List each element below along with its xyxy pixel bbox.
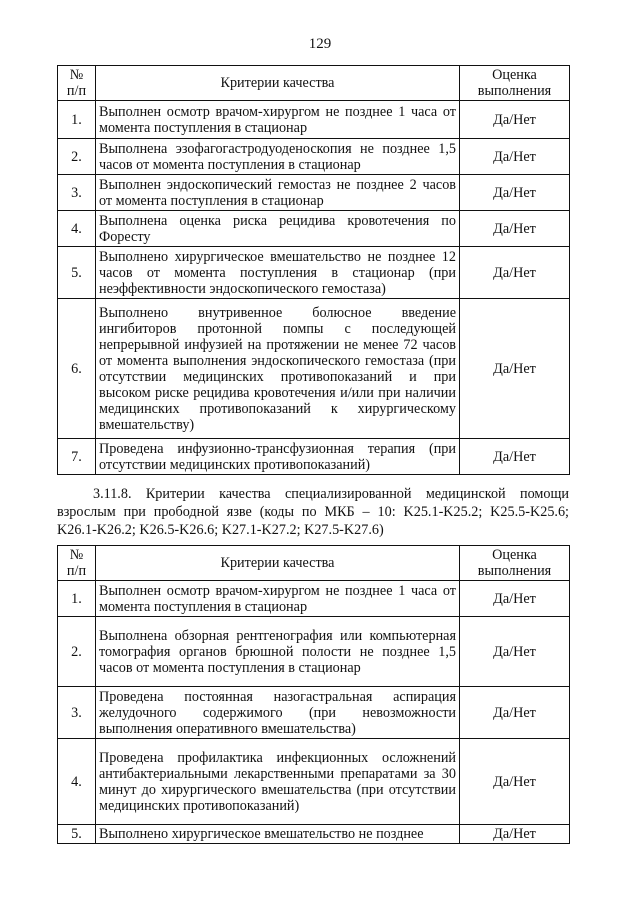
row-num: 2. bbox=[58, 139, 96, 175]
row-criteria: Проведена инфузионно-трансфузионная терапия (при отсутствии медицинских противопоказаний) bbox=[96, 439, 460, 475]
row-result: Да/Нет bbox=[460, 825, 570, 844]
row-num: 6. bbox=[58, 299, 96, 439]
row-result: Да/Нет bbox=[460, 211, 570, 247]
row-result: Да/Нет bbox=[460, 617, 570, 687]
section-heading bbox=[57, 485, 569, 539]
table-row bbox=[58, 687, 570, 739]
row-criteria: Выполнено внутривенное болюсное введение ингибиторов протонной помпы с последующей непрерывной инфузией на протяжении не менее 72 часов от момента выполнения эндоскопического гемостаза (при отсутствии медицинских противопоказаний и при высоком риске рецидива кровотечения и/или при наличии медицинских противопоказаний к хирургическому вмешательству) bbox=[96, 299, 460, 439]
table-row bbox=[58, 299, 570, 439]
row-num: 2. bbox=[58, 617, 96, 687]
row-num: 5. bbox=[58, 247, 96, 299]
row-criteria: Выполнен эндоскопический гемостаз не позднее 2 часов от момента поступления в стационар bbox=[96, 175, 460, 211]
table-row bbox=[58, 175, 570, 211]
table-row bbox=[58, 825, 570, 844]
row-criteria: Выполнена оценка риска рецидива кровотечения по Форесту bbox=[96, 211, 460, 247]
row-num: 3. bbox=[58, 687, 96, 739]
row-criteria: Проведена профилактика инфекционных осложнений антибактериальными лекарственными препаратами за 30 минут до хирургического вмешательства (при отсутствии медицинских противопоказаний) bbox=[96, 739, 460, 825]
row-result: Да/Нет bbox=[460, 739, 570, 825]
table-row bbox=[58, 139, 570, 175]
row-result: Да/Нет bbox=[460, 139, 570, 175]
section-heading-text: 3.11.8. Критерии качества специализированной медицинской помощи взрослым при прободной язве (коды по МКБ – 10: K25.1-K25.2; K25.5-K25.6; K26.1-K26.2; K26.5-K26.6; K27.1-K27.2; K27.5-K27.6) bbox=[57, 486, 569, 538]
row-result: Да/Нет bbox=[460, 687, 570, 739]
row-criteria: Выполнено хирургическое вмешательство не позднее bbox=[96, 825, 460, 844]
row-num: 4. bbox=[58, 739, 96, 825]
row-num: 5. bbox=[58, 825, 96, 844]
row-num: 1. bbox=[58, 101, 96, 139]
table-header-row bbox=[58, 546, 570, 581]
row-result: Да/Нет bbox=[460, 581, 570, 617]
header-criteria: Критерии качества bbox=[96, 546, 460, 581]
row-num: 7. bbox=[58, 439, 96, 475]
row-criteria: Выполнено хирургическое вмешательство не позднее 12 часов от момента поступления в стационар (при неэффективности эндоскопического гемостаза) bbox=[96, 247, 460, 299]
header-num: № п/п bbox=[58, 546, 96, 581]
table-row bbox=[58, 247, 570, 299]
row-criteria: Проведена постоянная назогастральная аспирация желудочного содержимого (при невозможности выполнения оперативного вмешательства) bbox=[96, 687, 460, 739]
header-result: Оценка выполнения bbox=[460, 66, 570, 101]
row-result: Да/Нет bbox=[460, 247, 570, 299]
table-row bbox=[58, 101, 570, 139]
row-num: 3. bbox=[58, 175, 96, 211]
header-num: № п/п bbox=[58, 66, 96, 101]
table-row bbox=[58, 211, 570, 247]
row-criteria: Выполнена эзофагогастродуоденоскопия не позднее 1,5 часов от момента поступления в стационар bbox=[96, 139, 460, 175]
row-num: 1. bbox=[58, 581, 96, 617]
quality-criteria-table-2 bbox=[57, 545, 570, 844]
table-row bbox=[58, 617, 570, 687]
row-criteria: Выполнена обзорная рентгенография или компьютерная томография органов брюшной полости не позднее 1,5 часов от момента поступления в стационар bbox=[96, 617, 460, 687]
quality-criteria-table-1 bbox=[57, 65, 570, 475]
row-result: Да/Нет bbox=[460, 439, 570, 475]
table-row bbox=[58, 581, 570, 617]
row-criteria: Выполнен осмотр врачом-хирургом не позднее 1 часа от момента поступления в стационар bbox=[96, 101, 460, 139]
table-header-row bbox=[58, 66, 570, 101]
row-result: Да/Нет bbox=[460, 299, 570, 439]
page-number: 129 bbox=[308, 36, 332, 52]
table-row bbox=[58, 739, 570, 825]
table-row bbox=[58, 439, 570, 475]
row-num: 4. bbox=[58, 211, 96, 247]
row-criteria: Выполнен осмотр врачом-хирургом не позднее 1 часа от момента поступления в стационар bbox=[96, 581, 460, 617]
row-result: Да/Нет bbox=[460, 175, 570, 211]
header-criteria: Критерии качества bbox=[96, 66, 460, 101]
row-result: Да/Нет bbox=[460, 101, 570, 139]
header-result: Оценка выполнения bbox=[460, 546, 570, 581]
